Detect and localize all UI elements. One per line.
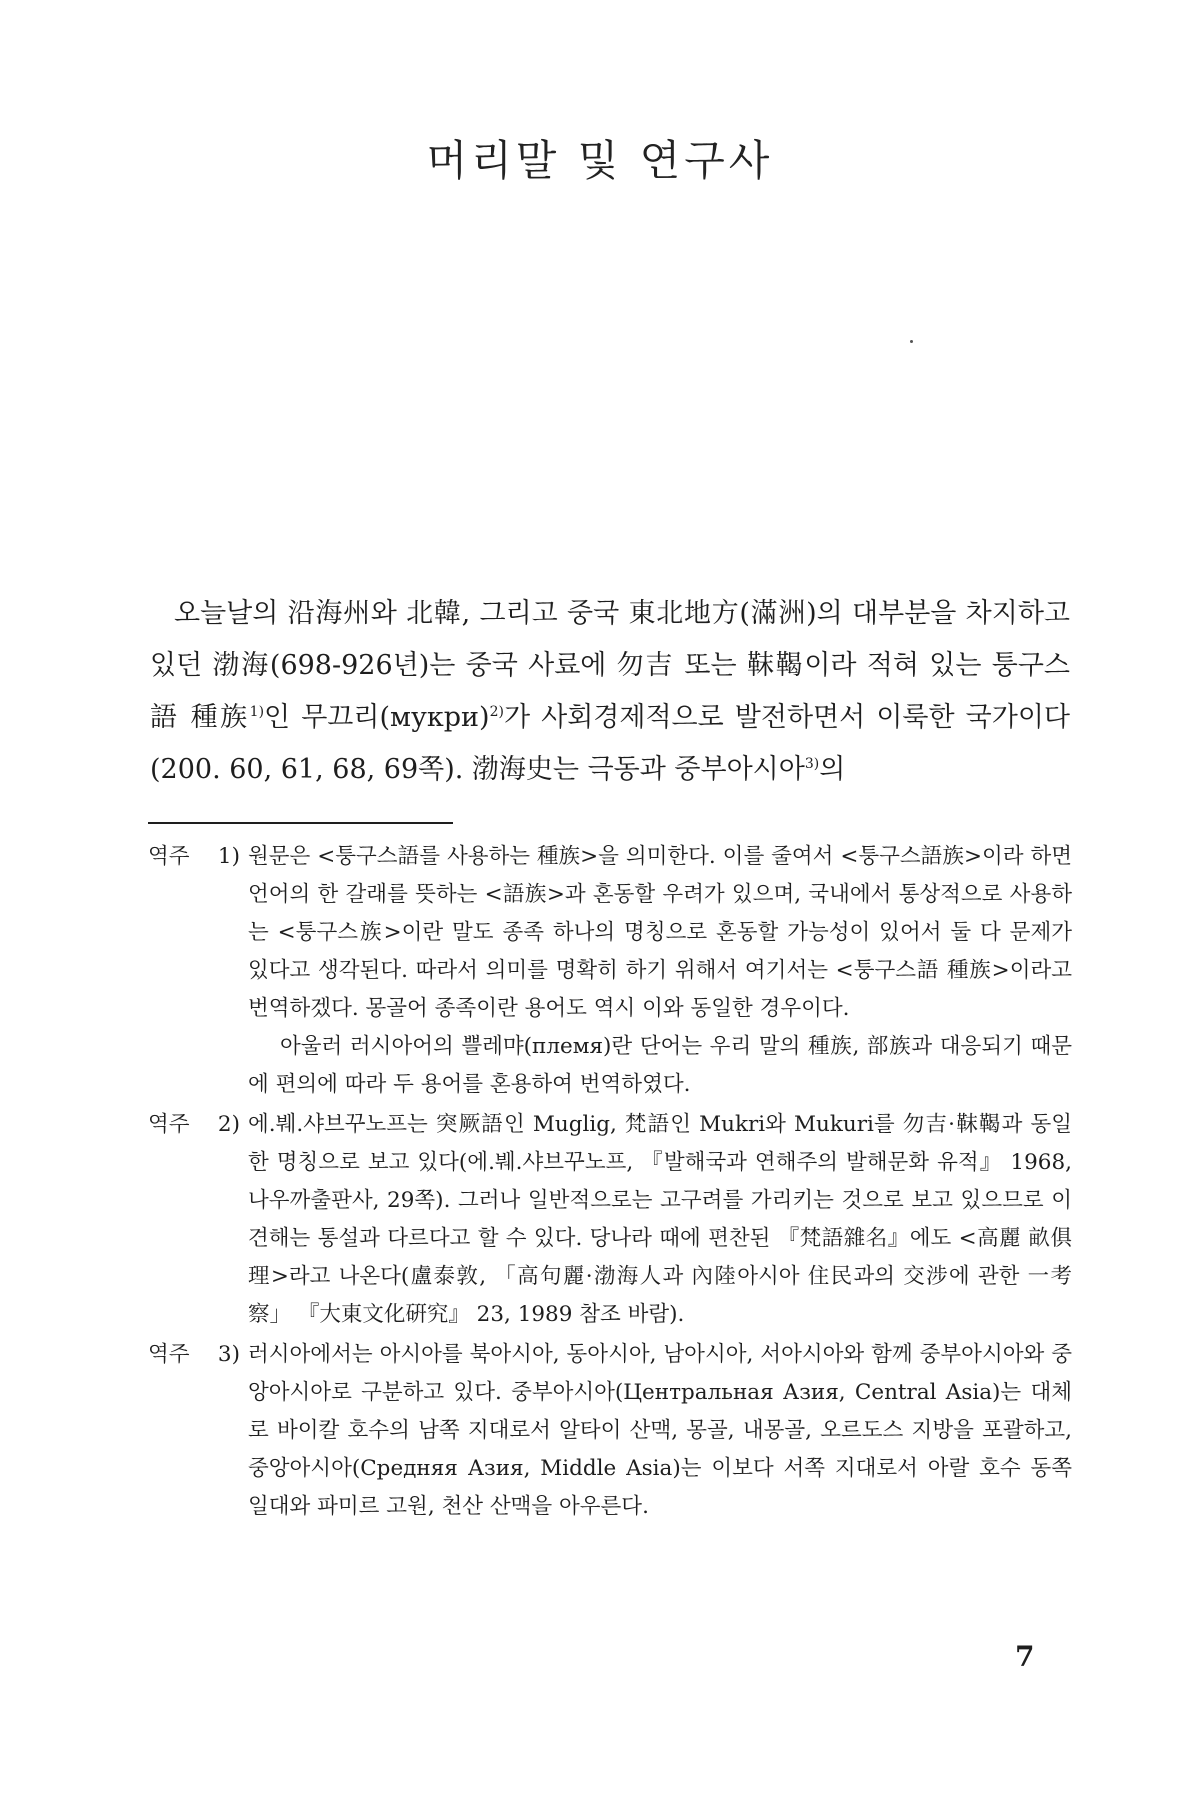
footnote-ref-1: 1) <box>249 704 265 720</box>
footnotes <box>148 838 1072 1528</box>
footnote-ref-3: 3) <box>804 756 820 772</box>
footnote-label: 역주 <box>148 1112 190 1137</box>
footnote-label: 역주 <box>148 844 190 869</box>
footnote <box>148 1336 1072 1526</box>
body-segment: 오늘날의 沿海州와 北韓, 그리고 중국 東北地方(滿洲)의 대부분을 차지하고 있던 渤海(698-926년)는 중국 사료에 勿吉 또는 靺鞨이라 적혀 있는 퉁구스語 種族 <box>150 598 1070 733</box>
footnote-label: 역주 <box>148 1342 190 1367</box>
footnote-paragraph: 러시아에서는 아시아를 북아시아, 동아시아, 남아시아, 서아시아와 함께 중부아시아와 중앙아시아로 구분하고 있다. 중부아시아(Центральная Азия, Central Asia)는 대체로 바이칼 호수의 남쪽 지대로서 알타이 산맥, 몽골, 내몽골, 오르도스 지방을 포괄하고, 중앙아시아(Средняя Азия, Middle Asia)는 이보다 서쪽 지대로서 아랄 호수 동쪽 일대와 파미르 고원, 천산 산맥을 아우른다. <box>248 1342 1072 1519</box>
body-segment: 인 무끄리(мукри) <box>264 702 490 733</box>
footnote-ref-2: 2) <box>489 704 504 720</box>
footnote-number: 3) <box>217 1342 240 1367</box>
body-segment: 가 사회경제적으로 발전하면서 이룩한 국가이다(200. 60, 61, 68, 69쪽). 渤海史는 극동과 중부아시아 <box>150 702 1070 785</box>
body-segment: 의 <box>819 754 846 785</box>
print-speck <box>910 340 913 343</box>
footnote-separator <box>148 822 453 824</box>
footnote-paragraph: 에.붸.샤브꾸노프는 突厥語인 Muglig, 梵語인 Mukri와 Mukuri를 勿吉·靺鞨과 동일한 명칭으로 보고 있다(에.붸.샤브꾸노프, 『발해국과 연해주의 발해문화 유적』 1968, 나우까출판사, 29쪽). 그러나 일반적으로는 고구려를 가리키는 것으로 보고 있으므로 이 견해는 통설과 다르다고 할 수 있다. 당나라 때에 편찬된 『梵語雜名』에도 <高麗 畝俱理>라고 나온다(盧泰敦, 「高句麗·渤海人과 內陸아시아 住民과의 交涉에 관한 一考察」 『大東文化硏究』 23, 1989 참조 바람). <box>248 1112 1072 1327</box>
footnote-number: 2) <box>217 1112 240 1137</box>
footnote-body <box>248 838 1072 1104</box>
footnote <box>148 838 1072 1104</box>
page-number: 7 <box>1015 1640 1035 1673</box>
page-title: 머리말 및 연구사 <box>426 136 774 185</box>
footnote-number: 1) <box>217 844 240 869</box>
footnote-body <box>248 1336 1072 1526</box>
footnote-body <box>248 1106 1072 1334</box>
body-paragraph <box>150 588 1070 796</box>
footnote <box>148 1106 1072 1334</box>
footnote-paragraph: 아울러 러시아어의 쁠레먀(племя)란 단어는 우리 말의 種族, 部族과 대응되기 때문에 편의에 따라 두 용어를 혼용하여 번역하였다. <box>248 1034 1072 1097</box>
footnote-paragraph: 원문은 <퉁구스語를 사용하는 種族>을 의미한다. 이를 줄여서 <퉁구스語族>이라 하면 언어의 한 갈래를 뜻하는 <語族>과 혼동할 우려가 있으며, 국내에서 통상적으로 사용하는 <퉁구스族>이란 말도 종족 하나의 명칭으로 혼동할 가능성이 있어서 둘 다 문제가 있다고 생각된다. 따라서 의미를 명확히 하기 위해서 여기서는 <퉁구스語 種族>이라고 번역하겠다. 몽골어 종족이란 용어도 역시 이와 동일한 경우이다. <box>248 844 1072 1021</box>
